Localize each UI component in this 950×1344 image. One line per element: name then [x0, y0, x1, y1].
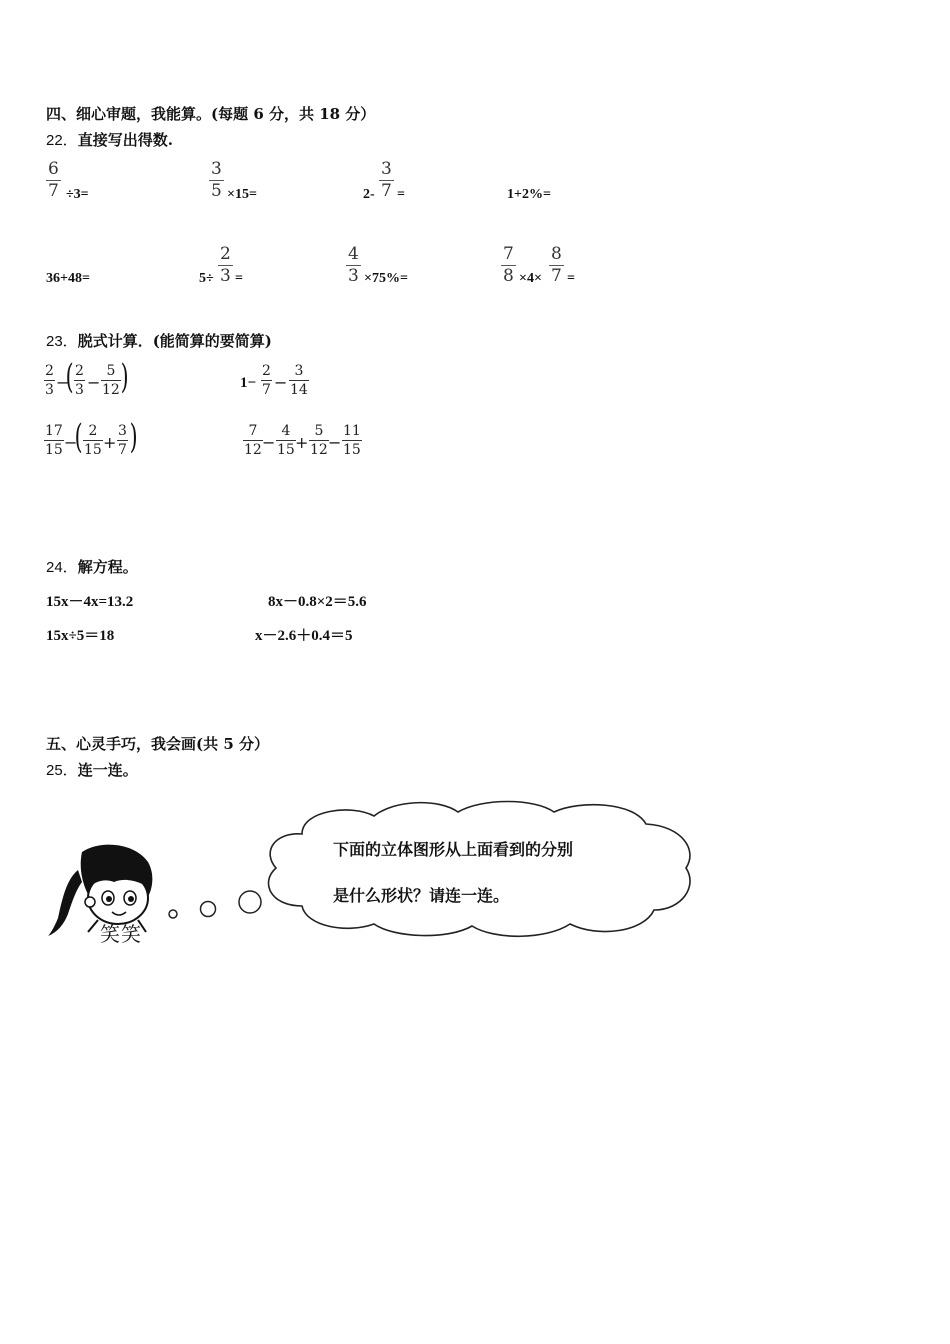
fraction: [243, 423, 263, 458]
thought-bubbles: [160, 880, 270, 920]
q25-number: 25．: [46, 762, 78, 779]
denominator: 12: [244, 442, 262, 458]
section4-heading: 四、细心审题，我能算。(每题 6 分，共 18 分）: [46, 105, 376, 123]
denominator: 7: [551, 266, 562, 286]
numerator: 7: [503, 244, 514, 264]
numerator: 4: [281, 423, 291, 439]
denominator: 15: [343, 442, 361, 458]
equation-3: 15x÷5＝18: [46, 628, 115, 644]
fraction: [342, 423, 362, 458]
expression-prefix: 5÷: [199, 271, 214, 286]
fraction: [83, 423, 103, 458]
fraction: [549, 245, 564, 286]
expression-prefix: 2-: [363, 187, 375, 202]
expression-tail: =: [397, 187, 405, 202]
numerator: 4: [348, 244, 359, 264]
fraction-bar: [74, 380, 85, 381]
fraction-bar: [83, 440, 103, 441]
q22-item-4: 1+2%=: [507, 187, 551, 202]
section5-heading: 五、心灵手巧，我会画(共 5 分）: [46, 735, 269, 753]
q24-number: 24．: [46, 559, 78, 576]
speech-cloud: [262, 798, 697, 940]
fraction: [209, 160, 224, 201]
expression-middle: ×4×: [519, 271, 542, 286]
q23-number: 23．: [46, 333, 78, 350]
operator: +: [295, 433, 309, 452]
denominator: 14: [290, 382, 308, 398]
q25-heading: [46, 759, 138, 780]
fraction: [44, 363, 55, 398]
left-paren: (: [65, 357, 74, 397]
q24-title: 解方程。: [77, 558, 138, 576]
fraction-bar: [342, 440, 362, 441]
equation-4: x－2.6＋0.4＝5: [255, 628, 353, 644]
numerator: 3: [294, 363, 304, 379]
numerator: 2: [75, 363, 84, 379]
q24-heading: [46, 556, 138, 577]
operator: −: [274, 373, 288, 392]
q23-title: 脱式计算．(能简算的要简算): [77, 332, 272, 350]
numerator: 3: [211, 159, 222, 179]
operator: −: [56, 373, 70, 392]
fraction: [501, 245, 516, 286]
numerator: 2: [45, 363, 54, 379]
cloud-text-line-2: 是什么形状？请连一连。: [333, 886, 510, 905]
expression-prefix: 1−: [240, 375, 257, 391]
equation-1: 15x－4x=13.2: [46, 594, 134, 610]
fraction: [101, 363, 121, 398]
numerator: 2: [220, 244, 231, 264]
fraction: [309, 423, 329, 458]
fraction: [46, 160, 61, 201]
denominator: 3: [220, 266, 231, 286]
fraction: [346, 245, 361, 286]
numerator: 8: [551, 244, 562, 264]
operator: −: [64, 433, 78, 452]
fraction-bar: [309, 440, 329, 441]
denominator: 5: [211, 181, 222, 201]
denominator: 3: [348, 266, 359, 286]
expression-tail: ×75%=: [364, 271, 408, 286]
denominator: 7: [262, 382, 271, 398]
operator: −: [262, 433, 276, 452]
operator: −: [328, 433, 342, 452]
numerator: 3: [381, 159, 392, 179]
numerator: 3: [118, 423, 127, 439]
denominator: 8: [503, 266, 514, 286]
denominator: 3: [75, 382, 84, 398]
cloud-text-line-1: 下面的立体图形从上面看到的分别: [333, 840, 574, 859]
numerator: 2: [262, 363, 271, 379]
q22-item-5: 36+48=: [46, 271, 90, 286]
fraction: [218, 245, 233, 286]
denominator: 7: [48, 181, 59, 201]
fraction: [117, 423, 128, 458]
denominator: 7: [381, 181, 392, 201]
numerator: 5: [314, 423, 324, 439]
fraction-bar: [117, 440, 128, 441]
numerator: 11: [343, 423, 361, 439]
q22-title: 直接写出得数.: [77, 131, 173, 149]
fraction-bar: [44, 380, 55, 381]
numerator: 6: [48, 159, 59, 179]
girl-caption: 笑笑: [100, 922, 142, 946]
fraction-bar: [289, 380, 309, 381]
q23-heading: [46, 330, 272, 351]
numerator: 5: [106, 363, 116, 379]
expression-tail: =: [567, 271, 575, 286]
fraction-bar: [276, 440, 296, 441]
q22-heading: [46, 129, 173, 150]
denominator: 15: [277, 442, 295, 458]
q22-number: 22．: [46, 132, 78, 149]
left-paren: (: [74, 417, 83, 457]
right-paren: ): [120, 357, 129, 397]
fraction: [261, 363, 272, 398]
numerator: 17: [45, 423, 63, 439]
fraction-bar: [261, 380, 272, 381]
denominator: 12: [102, 382, 120, 398]
equation-2: 8x－0.8×2＝5.6: [268, 594, 367, 610]
fraction-bar: [243, 440, 263, 441]
denominator: 3: [45, 382, 54, 398]
fraction: [276, 423, 296, 458]
numerator: 2: [88, 423, 98, 439]
q25-title: 连一连。: [77, 761, 138, 779]
denominator: 7: [118, 442, 127, 458]
operator: +: [103, 433, 117, 452]
expression-tail: ÷3=: [66, 187, 89, 202]
denominator: 15: [45, 442, 63, 458]
expression-tail: =: [235, 271, 243, 286]
fraction: [289, 363, 309, 398]
operator: −: [87, 373, 101, 392]
fraction-bar: [44, 440, 64, 441]
numerator: 7: [248, 423, 258, 439]
right-paren: ): [129, 417, 138, 457]
denominator: 15: [84, 442, 102, 458]
expression-tail: ×15=: [227, 187, 257, 202]
fraction: [379, 160, 394, 201]
fraction: [74, 363, 85, 398]
fraction-bar: [101, 380, 121, 381]
fraction: [44, 423, 64, 458]
denominator: 12: [310, 442, 328, 458]
